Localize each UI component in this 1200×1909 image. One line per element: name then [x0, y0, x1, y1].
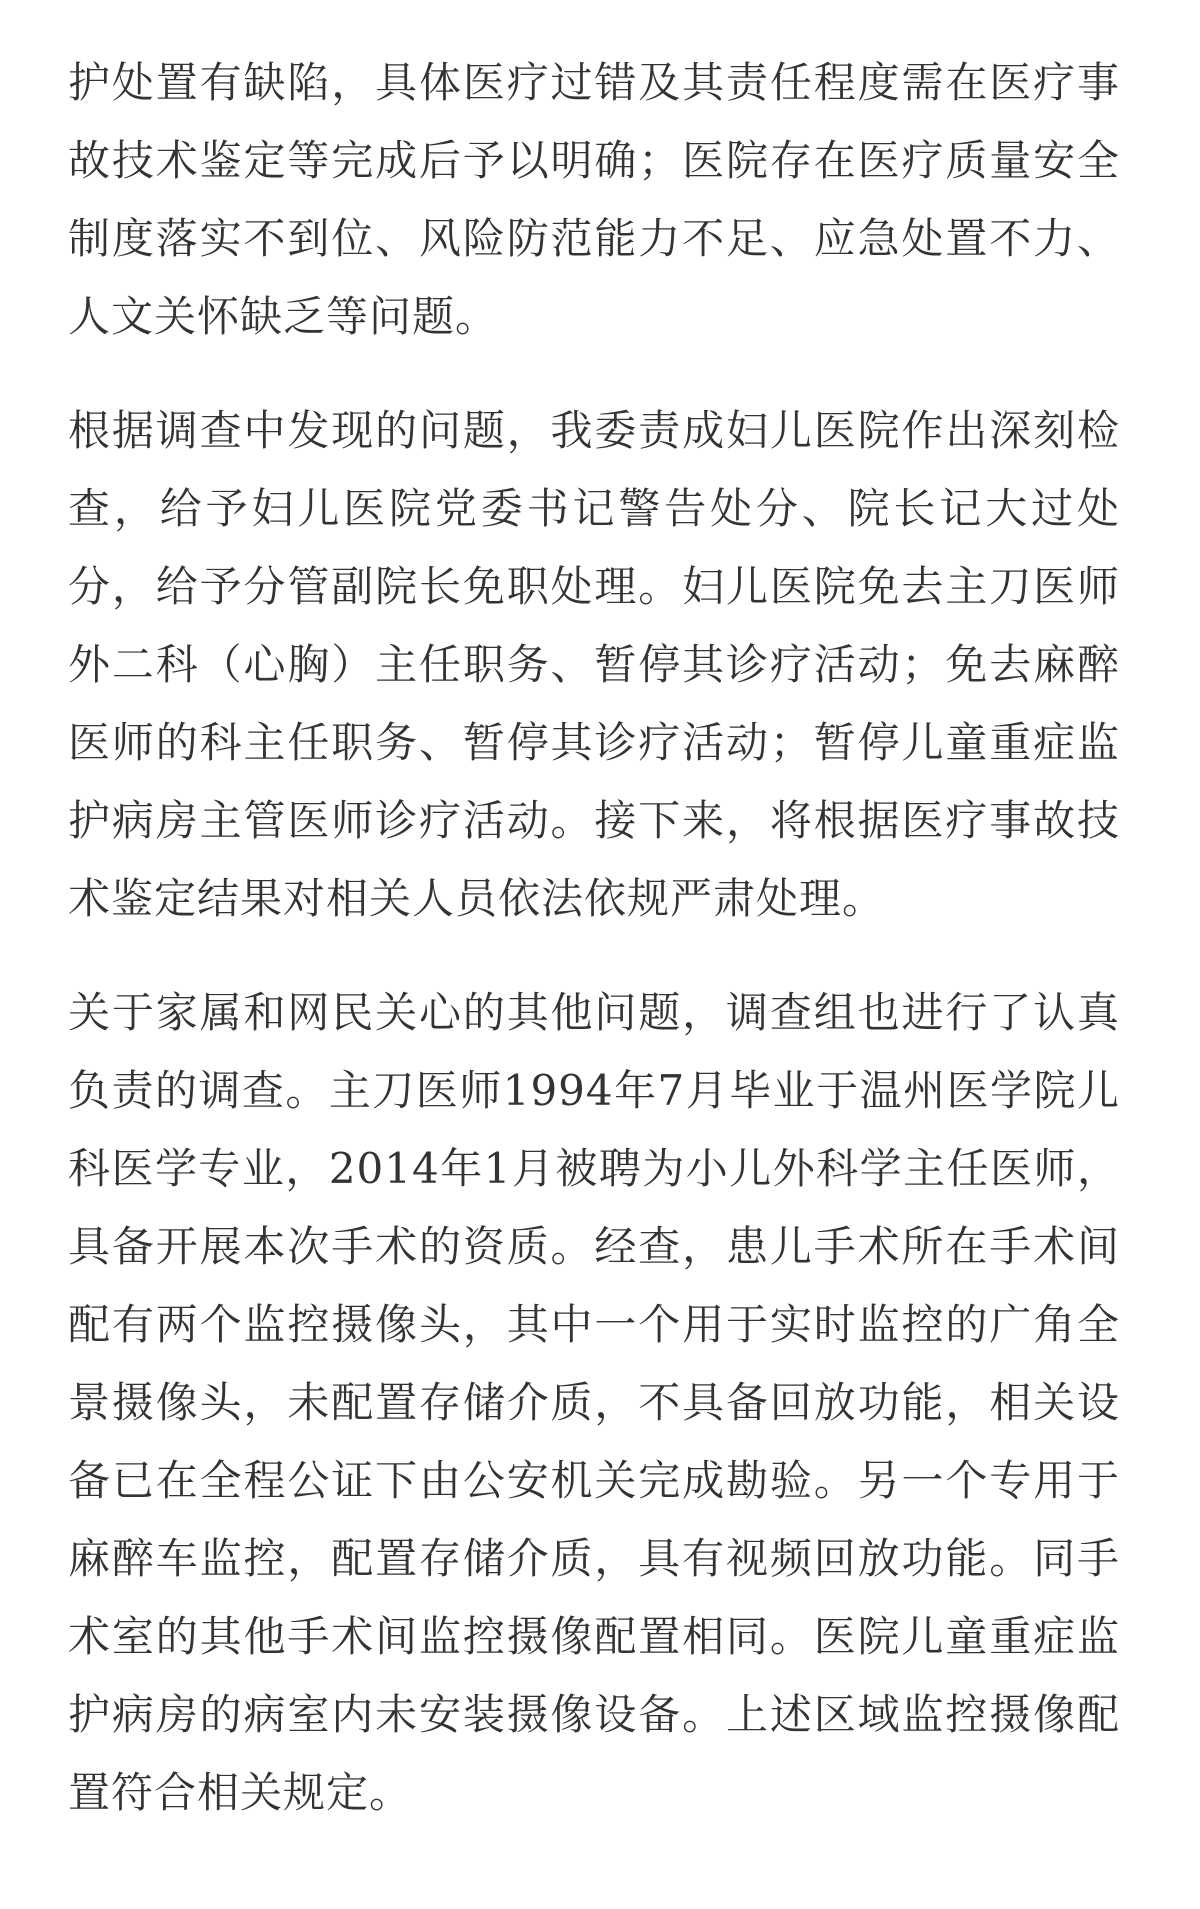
paragraph-3: 关于家属和网民关心的其他问题，调查组也进行了认真负责的调查。主刀医师1994年7月毕业于温州医学院儿科医学专业，2014年1月被聘为小儿外科学主任医师，具备开展本次手术的资质。经查，患儿手术所在手术间配有两个监控摄像头，其中一个用于实时监控的广角全景摄像头，未配置存储介质，不具备回放功能，相关设备已在全程公证下由公安机关完成勘验。另一个专用于麻醉车监控，配置存储介质，具有视频回放功能。同手术室的其他手术间监控摄像配置相同。医院儿童重症监护病房的病室内未安装摄像设备。上述区域监控摄像配置符合相关规定。 — [68, 988, 1120, 1817]
paragraph-1: 护处置有缺陷，具体医疗过错及其责任程度需在医疗事故技术鉴定等完成后予以明确；医院存在医疗质量安全制度落实不到位、风险防范能力不足、应急处置不力、人文关怀缺乏等问题。 — [68, 58, 1120, 341]
paragraph-2: 根据调查中发现的问题，我委责成妇儿医院作出深刻检查，给予妇儿医院党委书记警告处分、院长记大过处分，给予分管副院长免职处理。妇儿医院免去主刀医师外二科（心胸）主任职务、暂停其诊疗活动；免去麻醉医师的科主任职务、暂停其诊疗活动；暂停儿童重症监护病房主管医师诊疗活动。接下来，将根据医疗事故技术鉴定结果对相关人员依法依规严肃处理。 — [68, 406, 1120, 923]
